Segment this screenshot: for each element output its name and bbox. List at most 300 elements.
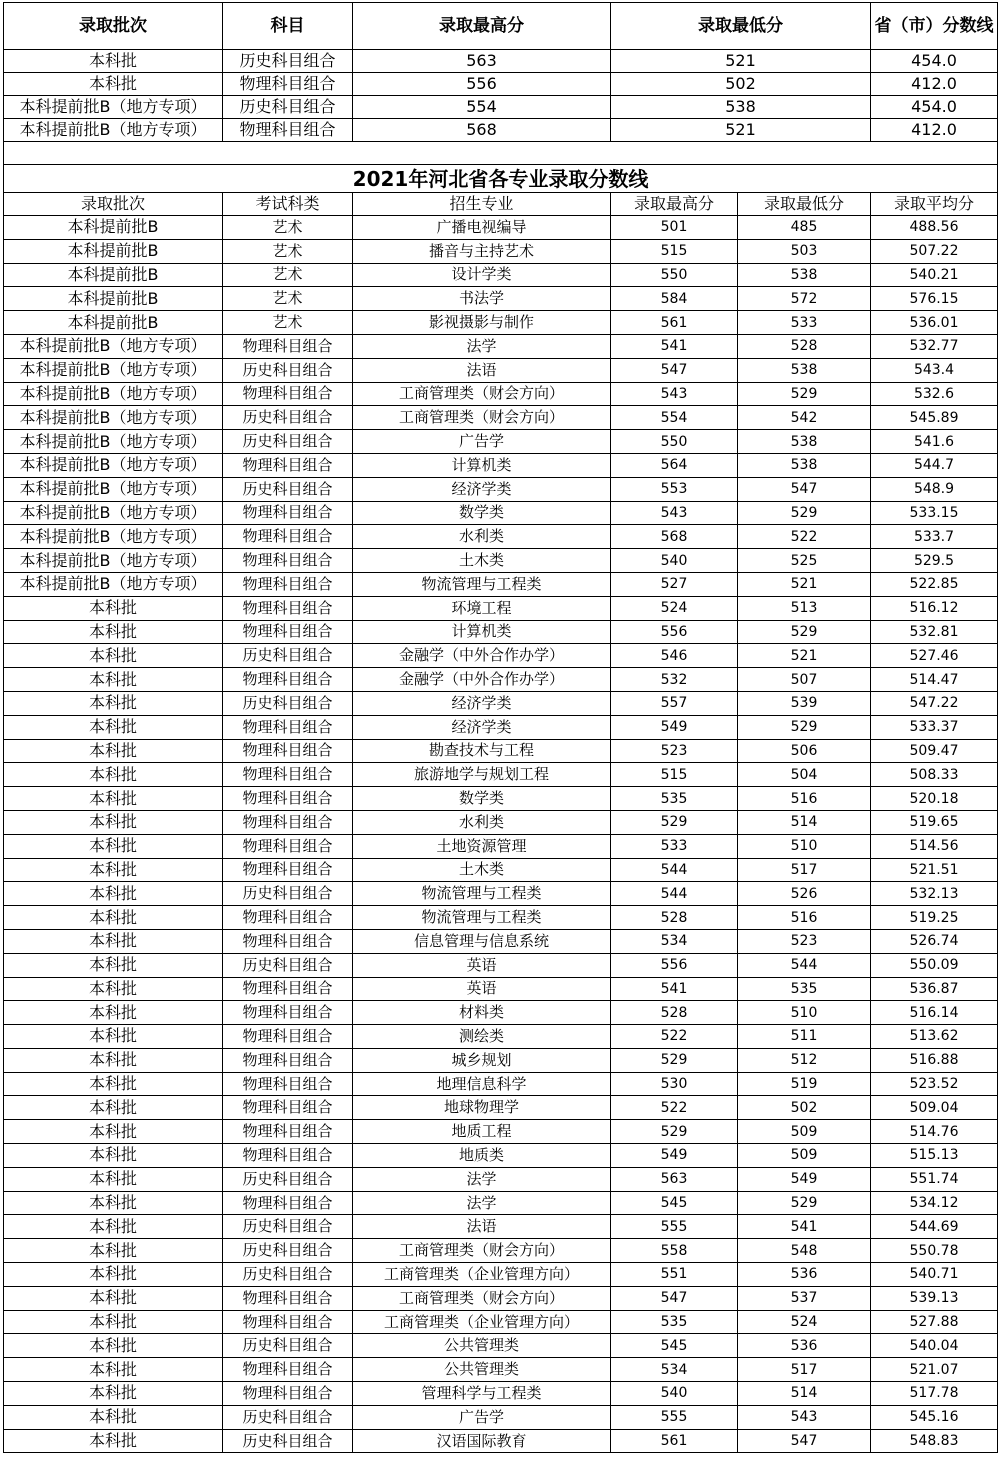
cell-min-score: 485 <box>738 216 871 240</box>
cell-major: 金融学（中外合作办学） <box>353 644 611 668</box>
header-min-score: 录取最低分 <box>738 193 871 216</box>
cell-category: 物理科目组合 <box>223 977 353 1001</box>
cell-batch: 本科批 <box>4 1358 223 1382</box>
cell-max-score: 555 <box>611 1215 738 1239</box>
cell-max-score: 532 <box>611 668 738 692</box>
cell-max-score: 558 <box>611 1239 738 1263</box>
table-row <box>4 691 998 715</box>
cell-avg-score: 539.13 <box>871 1286 998 1310</box>
spacer-row <box>4 142 998 165</box>
cell-category: 物理科目组合 <box>223 1358 353 1382</box>
major-table-body <box>4 216 998 1453</box>
cell-batch: 本科批 <box>4 1072 223 1096</box>
cell-avg-score: 548.83 <box>871 1429 998 1453</box>
cell-min-score: 521 <box>738 572 871 596</box>
cell-major: 计算机类 <box>353 453 611 477</box>
cell-batch: 本科批 <box>4 50 223 73</box>
cell-max-score: 546 <box>611 644 738 668</box>
cell-category: 物理科目组合 <box>223 929 353 953</box>
cell-category: 物理科目组合 <box>223 668 353 692</box>
table-row <box>4 1001 998 1025</box>
table-row <box>4 906 998 930</box>
cell-avg-score: 551.74 <box>871 1167 998 1191</box>
cell-batch: 本科批 <box>4 810 223 834</box>
cell-avg-score: 533.37 <box>871 715 998 739</box>
cell-category: 物理科目组合 <box>223 572 353 596</box>
header-row <box>4 193 998 216</box>
cell-min-score: 543 <box>738 1405 871 1429</box>
cell-batch: 本科提前批B（地方专项） <box>4 406 223 430</box>
cell-max-score: 556 <box>611 620 738 644</box>
cell-category: 艺术 <box>223 287 353 311</box>
cell-max-score: 544 <box>611 858 738 882</box>
cell-avg-score: 536.01 <box>871 311 998 335</box>
cell-max-score: 561 <box>611 311 738 335</box>
cell-avg-score: 548.9 <box>871 477 998 501</box>
summary-table-header <box>4 3 998 50</box>
cell-avg-score: 515.13 <box>871 1144 998 1168</box>
cell-max-score: 515 <box>611 239 738 263</box>
cell-min-score: 528 <box>738 334 871 358</box>
cell-max-score: 551 <box>611 1263 738 1287</box>
table-row <box>4 430 998 454</box>
cell-max-score: 550 <box>611 430 738 454</box>
cell-batch: 本科批 <box>4 882 223 906</box>
cell-batch: 本科提前批B <box>4 287 223 311</box>
cell-max-score: 528 <box>611 906 738 930</box>
cell-category: 历史科目组合 <box>223 1239 353 1263</box>
cell-max-score: 550 <box>611 263 738 287</box>
cell-avg-score: 550.78 <box>871 1239 998 1263</box>
admission-score-table <box>3 2 998 1453</box>
cell-batch: 本科批 <box>4 668 223 692</box>
cell-major: 地质类 <box>353 1144 611 1168</box>
cell-category: 物理科目组合 <box>223 549 353 573</box>
cell-avg-score: 488.56 <box>871 216 998 240</box>
cell-avg-score: 544.7 <box>871 453 998 477</box>
cell-major: 物流管理与工程类 <box>353 882 611 906</box>
cell-batch: 本科批 <box>4 1429 223 1453</box>
header-row <box>4 3 998 50</box>
cell-major: 金融学（中外合作办学） <box>353 668 611 692</box>
cell-max-score: 534 <box>611 929 738 953</box>
cell-major: 汉语国际教育 <box>353 1429 611 1453</box>
cell-min-score: 529 <box>738 382 871 406</box>
cell-category: 物理科目组合 <box>223 1072 353 1096</box>
cell-major: 广告学 <box>353 430 611 454</box>
cell-major: 法语 <box>353 358 611 382</box>
cell-avg-score: 514.56 <box>871 834 998 858</box>
cell-max-score: 533 <box>611 834 738 858</box>
table-row <box>4 1382 998 1406</box>
cell-batch: 本科批 <box>4 691 223 715</box>
table-row <box>4 1358 998 1382</box>
cell-min-score: 502 <box>738 1096 871 1120</box>
cell-avg-score: 543.4 <box>871 358 998 382</box>
table-row <box>4 239 998 263</box>
cell-batch: 本科批 <box>4 929 223 953</box>
cell-major: 英语 <box>353 953 611 977</box>
cell-avg-score: 545.16 <box>871 1405 998 1429</box>
table-row <box>4 1072 998 1096</box>
cell-major: 播音与主持艺术 <box>353 239 611 263</box>
table-title: 2021年河北省各专业录取分数线 <box>4 165 998 193</box>
cell-category: 物理科目组合 <box>223 1096 353 1120</box>
cell-batch: 本科提前批B（地方专项） <box>4 525 223 549</box>
cell-category: 物理科目组合 <box>223 1001 353 1025</box>
cell-batch: 本科提前批B（地方专项） <box>4 382 223 406</box>
table-row <box>4 1334 998 1358</box>
cell-cutoff: 454.0 <box>871 50 998 73</box>
cell-batch: 本科提前批B（地方专项） <box>4 453 223 477</box>
table-row <box>4 977 998 1001</box>
cell-batch: 本科批 <box>4 1191 223 1215</box>
cell-avg-score: 519.25 <box>871 906 998 930</box>
cell-batch: 本科批 <box>4 739 223 763</box>
cell-batch: 本科提前批B（地方专项） <box>4 358 223 382</box>
cell-max-score: 549 <box>611 715 738 739</box>
cell-min-score: 525 <box>738 549 871 573</box>
cell-max-score: 527 <box>611 572 738 596</box>
cell-category: 物理科目组合 <box>223 334 353 358</box>
cell-min-score: 521 <box>738 644 871 668</box>
table-row <box>4 1263 998 1287</box>
cell-batch: 本科批 <box>4 1096 223 1120</box>
cell-min-score: 549 <box>738 1167 871 1191</box>
table-row <box>4 787 998 811</box>
cell-category: 历史科目组合 <box>223 1167 353 1191</box>
cell-min-score: 538 <box>611 96 871 119</box>
cell-major: 材料类 <box>353 1001 611 1025</box>
cell-max-score: 549 <box>611 1144 738 1168</box>
cell-batch: 本科提前批B <box>4 263 223 287</box>
cell-major: 土木类 <box>353 549 611 573</box>
cell-avg-score: 533.7 <box>871 525 998 549</box>
table-row <box>4 1239 998 1263</box>
cell-batch: 本科批 <box>4 1025 223 1049</box>
cell-max-score: 555 <box>611 1405 738 1429</box>
cell-avg-score: 527.46 <box>871 644 998 668</box>
cell-avg-score: 521.51 <box>871 858 998 882</box>
cell-max-score: 534 <box>611 1358 738 1382</box>
cell-min-score: 544 <box>738 953 871 977</box>
cell-avg-score: 536.87 <box>871 977 998 1001</box>
cell-min-score: 533 <box>738 311 871 335</box>
header-category: 考试科类 <box>223 193 353 216</box>
cell-max-score: 556 <box>353 73 611 96</box>
cell-major: 法学 <box>353 1191 611 1215</box>
table-row <box>4 73 998 96</box>
cell-batch: 本科提前批B（地方专项） <box>4 96 223 119</box>
cell-min-score: 519 <box>738 1072 871 1096</box>
cell-avg-score: 516.12 <box>871 596 998 620</box>
cell-category: 历史科目组合 <box>223 406 353 430</box>
cell-avg-score: 532.6 <box>871 382 998 406</box>
cell-min-score: 542 <box>738 406 871 430</box>
cell-category: 物理科目组合 <box>223 763 353 787</box>
cell-batch: 本科批 <box>4 1310 223 1334</box>
cell-category: 物理科目组合 <box>223 596 353 620</box>
cell-avg-score: 545.89 <box>871 406 998 430</box>
cell-category: 历史科目组合 <box>223 644 353 668</box>
cell-max-score: 540 <box>611 1382 738 1406</box>
cell-subject: 物理科目组合 <box>223 73 353 96</box>
cell-max-score: 547 <box>611 1286 738 1310</box>
cell-max-score: 522 <box>611 1025 738 1049</box>
cell-avg-score: 508.33 <box>871 763 998 787</box>
cell-max-score: 556 <box>611 953 738 977</box>
cell-avg-score: 507.22 <box>871 239 998 263</box>
table-row <box>4 1096 998 1120</box>
cell-max-score: 535 <box>611 1310 738 1334</box>
header-cutoff: 省（市）分数线 <box>871 3 998 50</box>
table-row <box>4 406 998 430</box>
cell-batch: 本科批 <box>4 1263 223 1287</box>
cell-max-score: 554 <box>353 96 611 119</box>
cell-min-score: 541 <box>738 1215 871 1239</box>
cell-min-score: 539 <box>738 691 871 715</box>
table-row <box>4 929 998 953</box>
cell-category: 物理科目组合 <box>223 1191 353 1215</box>
cell-major: 城乡规划 <box>353 1048 611 1072</box>
header-min-score: 录取最低分 <box>611 3 871 50</box>
cell-min-score: 548 <box>738 1239 871 1263</box>
cell-max-score: 545 <box>611 1191 738 1215</box>
cell-batch: 本科批 <box>4 620 223 644</box>
cell-avg-score: 527.88 <box>871 1310 998 1334</box>
cell-min-score: 516 <box>738 787 871 811</box>
cell-avg-score: 540.21 <box>871 263 998 287</box>
cell-max-score: 568 <box>353 119 611 142</box>
cell-max-score: 541 <box>611 977 738 1001</box>
cell-min-score: 516 <box>738 906 871 930</box>
cell-min-score: 526 <box>738 882 871 906</box>
cell-batch: 本科批 <box>4 763 223 787</box>
cell-major: 设计学类 <box>353 263 611 287</box>
cell-max-score: 540 <box>611 549 738 573</box>
cell-category: 物理科目组合 <box>223 906 353 930</box>
table-row <box>4 358 998 382</box>
cell-batch: 本科提前批B <box>4 311 223 335</box>
cell-batch: 本科批 <box>4 73 223 96</box>
cell-avg-score: 540.04 <box>871 1334 998 1358</box>
table-row <box>4 763 998 787</box>
cell-min-score: 509 <box>738 1120 871 1144</box>
cell-min-score: 517 <box>738 1358 871 1382</box>
cell-avg-score: 526.74 <box>871 929 998 953</box>
spacer-section <box>4 142 998 193</box>
cell-category: 艺术 <box>223 263 353 287</box>
cell-avg-score: 517.78 <box>871 1382 998 1406</box>
cell-category: 历史科目组合 <box>223 430 353 454</box>
cell-cutoff: 412.0 <box>871 73 998 96</box>
header-avg-score: 录取平均分 <box>871 193 998 216</box>
table-row <box>4 1429 998 1453</box>
cell-batch: 本科批 <box>4 1405 223 1429</box>
cell-batch: 本科批 <box>4 1120 223 1144</box>
cell-major: 地质工程 <box>353 1120 611 1144</box>
cell-max-score: 501 <box>611 216 738 240</box>
cell-avg-score: 519.65 <box>871 810 998 834</box>
cell-max-score: 515 <box>611 763 738 787</box>
cell-category: 物理科目组合 <box>223 620 353 644</box>
table-row <box>4 1310 998 1334</box>
cell-category: 物理科目组合 <box>223 810 353 834</box>
cell-min-score: 547 <box>738 477 871 501</box>
cell-min-score: 514 <box>738 1382 871 1406</box>
table-row <box>4 50 998 73</box>
table-row <box>4 216 998 240</box>
cell-max-score: 543 <box>611 382 738 406</box>
cell-max-score: 529 <box>611 1048 738 1072</box>
cell-category: 历史科目组合 <box>223 1215 353 1239</box>
cell-max-score: 529 <box>611 810 738 834</box>
table-row <box>4 715 998 739</box>
table-row <box>4 858 998 882</box>
table-row <box>4 96 998 119</box>
cell-min-score: 509 <box>738 1144 871 1168</box>
table-row <box>4 620 998 644</box>
cell-avg-score: 541.6 <box>871 430 998 454</box>
cell-category: 历史科目组合 <box>223 358 353 382</box>
cell-category: 历史科目组合 <box>223 691 353 715</box>
cell-major: 水利类 <box>353 525 611 549</box>
cell-major: 地理信息科学 <box>353 1072 611 1096</box>
cell-category: 物理科目组合 <box>223 1286 353 1310</box>
cell-min-score: 547 <box>738 1429 871 1453</box>
cell-batch: 本科批 <box>4 977 223 1001</box>
cell-category: 物理科目组合 <box>223 1048 353 1072</box>
cell-avg-score: 532.81 <box>871 620 998 644</box>
cell-category: 物理科目组合 <box>223 739 353 763</box>
cell-avg-score: 532.77 <box>871 334 998 358</box>
cell-avg-score: 550.09 <box>871 953 998 977</box>
cell-category: 物理科目组合 <box>223 787 353 811</box>
cell-avg-score: 520.18 <box>871 787 998 811</box>
cell-min-score: 524 <box>738 1310 871 1334</box>
cell-batch: 本科批 <box>4 1001 223 1025</box>
cell-min-score: 529 <box>738 501 871 525</box>
cell-max-score: 535 <box>611 787 738 811</box>
cell-category: 艺术 <box>223 239 353 263</box>
cell-min-score: 506 <box>738 739 871 763</box>
cell-category: 物理科目组合 <box>223 1310 353 1334</box>
cell-major: 土地资源管理 <box>353 834 611 858</box>
cell-min-score: 510 <box>738 834 871 858</box>
cell-max-score: 541 <box>611 334 738 358</box>
cell-batch: 本科批 <box>4 1215 223 1239</box>
cell-max-score: 554 <box>611 406 738 430</box>
cell-major: 地球物理学 <box>353 1096 611 1120</box>
table-row <box>4 263 998 287</box>
cell-max-score: 563 <box>353 50 611 73</box>
cell-min-score: 503 <box>738 239 871 263</box>
cell-avg-score: 576.15 <box>871 287 998 311</box>
header-major: 招生专业 <box>353 193 611 216</box>
cell-category: 物理科目组合 <box>223 1382 353 1406</box>
cell-max-score: 530 <box>611 1072 738 1096</box>
table-row <box>4 1286 998 1310</box>
table-row <box>4 382 998 406</box>
cell-min-score: 538 <box>738 453 871 477</box>
cell-major: 经济学类 <box>353 477 611 501</box>
cell-major: 法学 <box>353 1167 611 1191</box>
cell-major: 物流管理与工程类 <box>353 906 611 930</box>
cell-category: 历史科目组合 <box>223 1334 353 1358</box>
cell-batch: 本科批 <box>4 858 223 882</box>
cell-category: 物理科目组合 <box>223 382 353 406</box>
cell-avg-score: 532.13 <box>871 882 998 906</box>
cell-category: 历史科目组合 <box>223 1429 353 1453</box>
cell-category: 物理科目组合 <box>223 453 353 477</box>
cell-batch: 本科批 <box>4 1382 223 1406</box>
cell-batch: 本科批 <box>4 1334 223 1358</box>
cell-major: 工商管理类（财会方向） <box>353 382 611 406</box>
cell-batch: 本科批 <box>4 644 223 668</box>
cell-min-score: 538 <box>738 358 871 382</box>
cell-avg-score: 522.85 <box>871 572 998 596</box>
cell-cutoff: 412.0 <box>871 119 998 142</box>
cell-avg-score: 509.04 <box>871 1096 998 1120</box>
cell-avg-score: 516.88 <box>871 1048 998 1072</box>
cell-avg-score: 514.76 <box>871 1120 998 1144</box>
cell-major: 书法学 <box>353 287 611 311</box>
cell-major: 工商管理类（财会方向） <box>353 1239 611 1263</box>
cell-batch: 本科批 <box>4 1144 223 1168</box>
cell-category: 物理科目组合 <box>223 1144 353 1168</box>
cell-avg-score: 534.12 <box>871 1191 998 1215</box>
cell-max-score: 553 <box>611 477 738 501</box>
cell-major: 经济学类 <box>353 691 611 715</box>
cell-major: 公共管理类 <box>353 1334 611 1358</box>
cell-min-score: 510 <box>738 1001 871 1025</box>
cell-category: 艺术 <box>223 216 353 240</box>
cell-category: 历史科目组合 <box>223 953 353 977</box>
cell-major: 法学 <box>353 334 611 358</box>
cell-batch: 本科批 <box>4 906 223 930</box>
cell-batch: 本科批 <box>4 953 223 977</box>
table-row <box>4 1120 998 1144</box>
table-row <box>4 596 998 620</box>
cell-major: 旅游地学与规划工程 <box>353 763 611 787</box>
cell-min-score: 529 <box>738 715 871 739</box>
cell-major: 法语 <box>353 1215 611 1239</box>
cell-avg-score: 513.62 <box>871 1025 998 1049</box>
cell-max-score: 543 <box>611 501 738 525</box>
cell-avg-score: 547.22 <box>871 691 998 715</box>
cell-batch: 本科批 <box>4 1048 223 1072</box>
cell-major: 工商管理类（企业管理方向） <box>353 1263 611 1287</box>
table-row <box>4 810 998 834</box>
cell-min-score: 504 <box>738 763 871 787</box>
table-row <box>4 644 998 668</box>
table-row <box>4 501 998 525</box>
cell-batch: 本科批 <box>4 787 223 811</box>
table-row <box>4 311 998 335</box>
cell-min-score: 517 <box>738 858 871 882</box>
cell-batch: 本科批 <box>4 1167 223 1191</box>
table-row <box>4 477 998 501</box>
cell-major: 广播电视编导 <box>353 216 611 240</box>
table-row <box>4 334 998 358</box>
cell-min-score: 502 <box>611 73 871 96</box>
cell-min-score: 572 <box>738 287 871 311</box>
cell-batch: 本科提前批B（地方专项） <box>4 501 223 525</box>
cell-avg-score: 523.52 <box>871 1072 998 1096</box>
header-subject: 科目 <box>223 3 353 50</box>
cell-major: 勘查技术与工程 <box>353 739 611 763</box>
title-row <box>4 165 998 193</box>
